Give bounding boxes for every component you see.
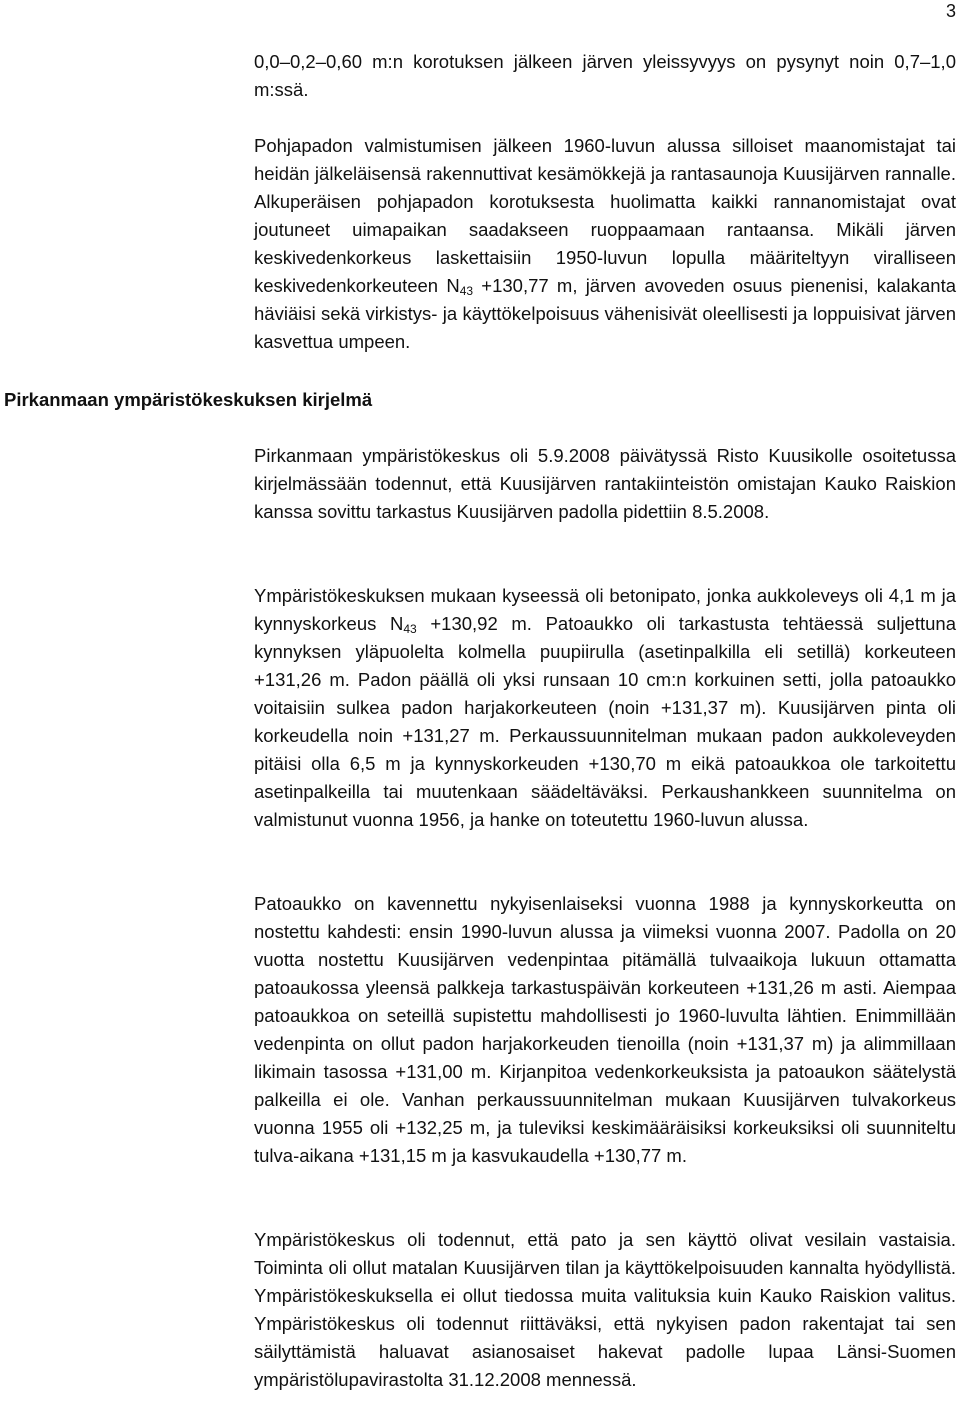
paragraph-shore-owners-text: Pohjapadon valmistumisen jälkeen 1960-luvun alussa silloiset maanomistajat tai heidän jälkeläisensä rakennuttivat kesämökkejä ja rantasaunoja Kuusijärven rannalle. Alkuperäisen pohjapadon korotuksesta huolimatta kaikki rannanomistajat ovat joutuneet uimapaikan saadakseen ruoppaamaan rantaansa. Mikäli järven keskivedenkorkeus laskettaisiin 1950-luvun lopulla määriteltyyn viralliseen keskivedenkorkeuteen N [254, 135, 956, 296]
paragraph-water-depth: 0,0–0,2–0,60 m:n korotuksen jälkeen järven yleissyvyys on pysynyt noin 0,7–1,0 m:ssä. [254, 51, 956, 100]
paragraph-concrete-dam-text-end: +130,92 m. Patoaukko oli tarkastusta tehtäessä suljettuna kynnyksen yläpuolelta kolmella puupiirulla (asetinpalkilla eli setillä) korkeuteen +131,26 m. Padon päällä oli yksi runsaan 10 cm:n korkuinen setti, jolla patoaukko voitaisiin sulkea padon harjakorkeuteen (noin +131,37 m). Kuusijärven pinta oli korkeudella noin +131,27 m. Perkaussuunnitelman mukaan padon aukkoleveyden pitäisi olla 6,5 m ja kynnyskorkeuden +130,70 m eikä patoaukkoa ole tarkoitettu asetinpalkeilla tai muutenkaan säädeltäväksi. Perkaushankkeen suunnitelma on valmistunut vuonna 1956, ja hanke on toteutettu 1960-luvun alussa. [254, 613, 956, 830]
paragraph-shore-owners-text-end: +130,77 m, järven avoveden osuus pienenisi, kalakanta häviäisi sekä virkistys- ja käyttökelpoisuus vähenisivät oleellisesti ja loppuisivat järven kasvettua umpeen. [254, 275, 956, 352]
page-number: 3 [945, 1, 956, 21]
subscript-43: 43 [459, 284, 474, 298]
section-heading: Pirkanmaan ympäristökeskuksen kirjelmä [4, 389, 373, 410]
paragraph-dam-history: Patoaukko on kavennettu nykyisenlaiseksi vuonna 1988 ja kynnyskorkeutta on nostettu kahdesti: ensin 1990-luvun alussa ja viimeksi vuonna 2007. Padolla on 20 vuotta nostettu Kuusijärven vedenpintaa pitämällä tulvaaikoja lukuun ottamatta patoaukossa yleensä palkkeja tarkastuspäivän korkeuteen +131,26 m asti. Aiempaa patoaukkoa on seteillä supistettu mahdollisesti jo 1960-luvulta lähtien. Enimmillään vedenpinta on ollut padon harjakorkeuden tienoilla (noin +131,37 m) ja alimmillaan likimain tasossa +131,00 m. Kirjanpitoa vedenkorkeuksista ja patoaukon säätelystä palkeilla ei ole. Vanhan perkaussuunnitelman mukaan Kuusijärven tulvakorkeus vuonna 1955 oli +132,25 m, ja tuleviksi keskimääräisiksi korkeuksiksi oli suunniteltu tulva-aikana +131,15 m ja kasvukaudella +130,77 m. [254, 893, 956, 1166]
paragraph-conclusion: Ympäristökeskus oli todennut, että pato ja sen käyttö olivat vesilain vastaisia. Toiminta oli ollut matalan Kuusijärven tilan ja käyttökelpoisuuden kannalta hyödyllistä. Ympäristökeskuksella ei ollut tiedossa muita valituksia kuin Kauko Raiskion valitus. Ympäristökeskus oli todennut riittäväksi, että nykyisen padon rakentajat tai sen säilyttämistä haluavat asianosaiset hakevat padolle lupaa Länsi-Suomen ympäristölupavirastolta 31.12.2008 mennessä. [254, 1229, 956, 1390]
paragraph-shore-owners [254, 132, 956, 356]
paragraph-inspection: Pirkanmaan ympäristökeskus oli 5.9.2008 päivätyssä Risto Kuusikolle osoitetussa kirjelmässään todennut, että Kuusijärven rantakiinteistön omistajan Kauko Raiskion kanssa sovittu tarkastus Kuusijärven padolla pidettiin 8.5.2008. [254, 445, 956, 522]
subscript-43: 43 [403, 622, 417, 636]
paragraph-concrete-dam-text: Ympäristökeskuksen mukaan kyseessä oli betonipato, jonka aukkoleveys oli 4,1 m ja kynnyskorkeus N [254, 585, 956, 634]
paragraph-concrete-dam [254, 582, 956, 834]
